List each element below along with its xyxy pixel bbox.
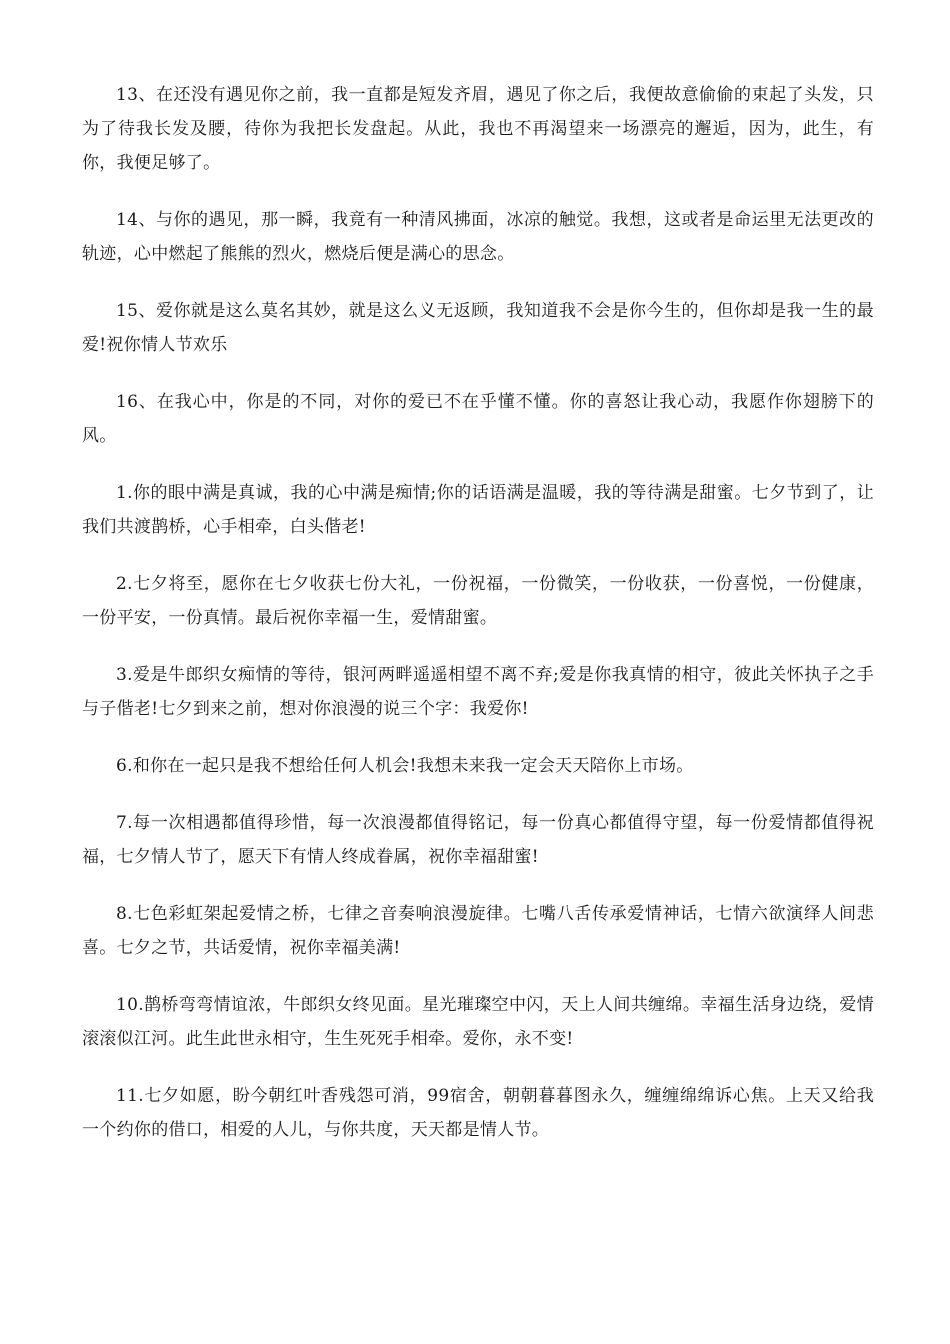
paragraph-2: 2.七夕将至，愿你在七夕收获七份大礼，一份祝福，一份微笑，一份收获，一份喜悦，一份健康，一份平安，一份真情。最后祝你幸福一生，爱情甜蜜。 xyxy=(82,574,874,628)
paragraph-13: 13、在还没有遇见你之前，我一直都是短发齐眉，遇见了你之后，我便故意偷偷的束起了头发，只为了待我长发及腰，待你为我把长发盘起。从此，我也不再渴望来一场漂亮的邂逅，因为，此生，有你，我便足够了。 xyxy=(82,85,874,173)
paragraph-3: 3.爱是牛郎织女痴情的等待，银河两畔遥遥相望不离不弃;爱是你我真情的相守，彼此关怀执子之手与子偕老!七夕到来之前，想对你浪漫的说三个字：我爱你! xyxy=(82,665,874,719)
paragraph-16: 16、在我心中，你是的不同，对你的爱已不在乎懂不懂。你的喜怒让我心动，我愿作你翅膀下的风。 xyxy=(82,392,874,446)
paragraph-7: 7.每一次相遇都值得珍惜，每一次浪漫都值得铭记，每一份真心都值得守望，每一份爱情都值得祝福，七夕情人节了，愿天下有情人终成眷属，祝你幸福甜蜜! xyxy=(82,813,874,867)
paragraph-14: 14、与你的遇见，那一瞬，我竟有一种清风拂面，冰凉的触觉。我想，这或者是命运里无法更改的轨迹，心中燃起了熊熊的烈火，燃烧后便是满心的思念。 xyxy=(82,210,874,264)
paragraph-6: 6.和你在一起只是我不想给任何人机会!我想未来我一定会天天陪你上市场。 xyxy=(116,756,694,776)
paragraph-1: 1.你的眼中满是真诚，我的心中满是痴情;你的话语满是温暖，我的等待满是甜蜜。七夕节到了，让我们共渡鹊桥，心手相牵，白头偕老! xyxy=(82,483,874,537)
paragraph-10: 10.鹊桥弯弯情谊浓，牛郎织女终见面。星光璀璨空中闪，天上人间共缠绵。幸福生活身边绕，爱情滚滚似江河。此生此世永相守，生生死死手相牵。爱你，永不变! xyxy=(82,995,874,1049)
document-body xyxy=(82,78,874,1170)
paragraph-11: 11.七夕如愿，盼今朝红叶香残怨可消，99宿舍，朝朝暮暮图永久，缠缠绵绵诉心焦。上天又给我一个约你的借口，相爱的人儿，与你共度，天天都是情人节。 xyxy=(82,1086,874,1140)
paragraph-8: 8.七色彩虹架起爱情之桥，七律之音奏响浪漫旋律。七嘴八舌传承爱情神话，七情六欲演绎人间悲喜。七夕之节，共话爱情，祝你幸福美满! xyxy=(82,904,874,958)
paragraph-15: 15、爱你就是这么莫名其妙，就是这么义无返顾，我知道我不会是你今生的，但你却是我一生的最爱!祝你情人节欢乐 xyxy=(82,301,874,355)
